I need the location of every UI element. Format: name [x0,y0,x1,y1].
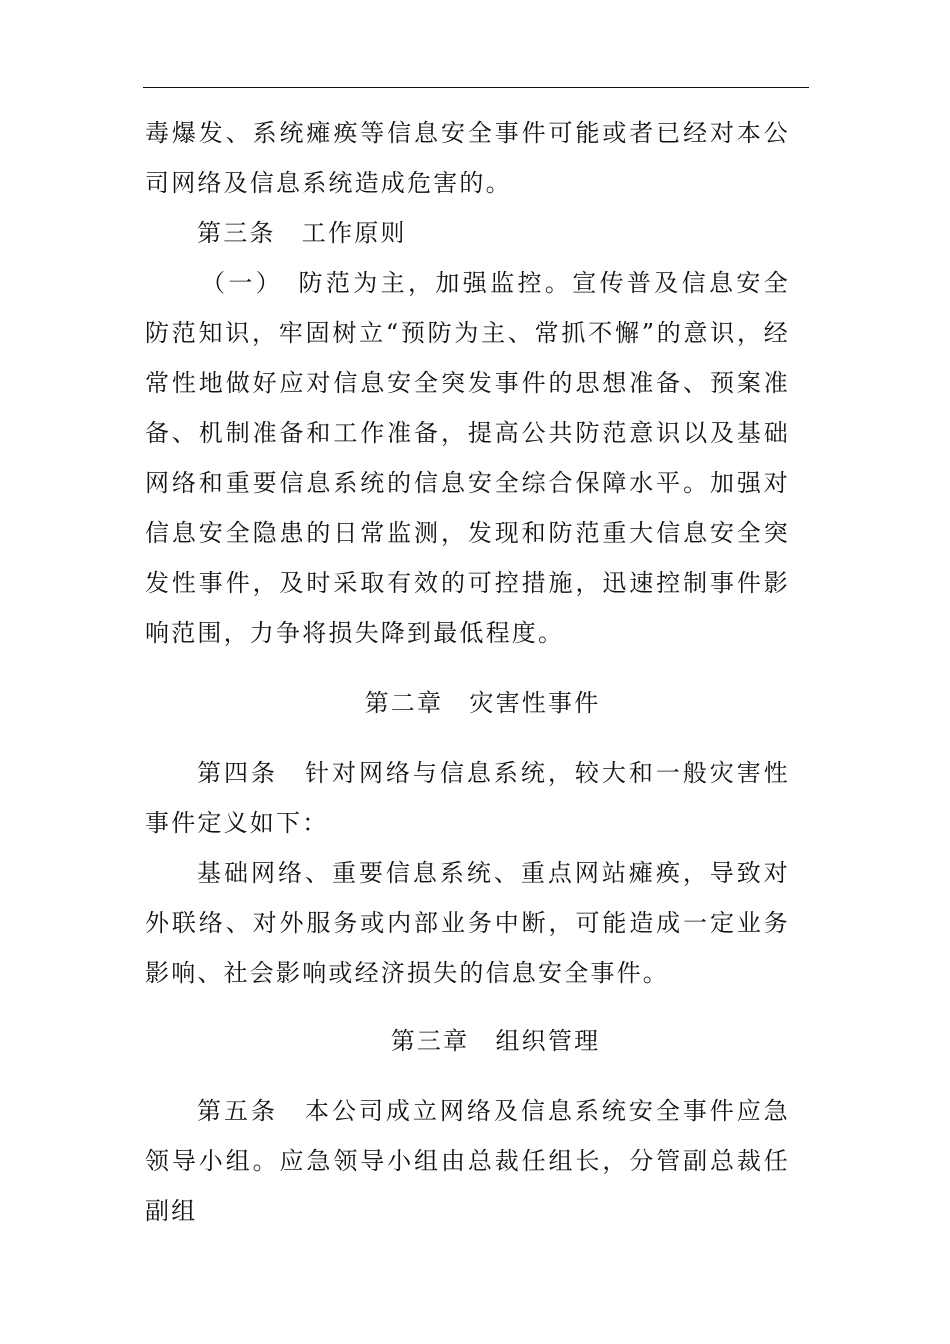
article-5-paragraph: 第五条 本公司成立网络及信息系统安全事件应急领导小组。应急领导小组由总裁任组长，分管副总裁任副组 [145,1097,790,1225]
article-3-title: 第三条 工作原则 [197,219,407,247]
chapter-2-heading: 第二章 灾害性事件 [364,689,601,717]
disaster-event-definition: 基础网络、重要信息系统、重点网站瘫痪，导致对外联络、对外服务或内部业务中断，可能造成一定业务影响、社会影响或经济损失的信息安全事件。 [145,859,790,987]
article-4-paragraph: 第四条 针对网络与信息系统，较大和一般灾害性事件定义如下： [145,759,790,837]
document-body [145,108,790,1236]
paragraph-continuation: 毒爆发、系统瘫痪等信息安全事件可能或者已经对本公司网络及信息系统造成危害的。 [145,119,790,197]
principle-one-paragraph: （一） 防范为主，加强监控。宣传普及信息安全防范知识，牢固树立“预防为主、常抓不懈”的意识，经常性地做好应对信息安全突发事件的思想准备、预案准备、机制准备和工作准备，提高公共防范意识以及基础网络和重要信息系统的信息安全综合保障水平。加强对信息安全隐患的日常监测，发现和防范重大信息安全突发性事件，及时采取有效的可控措施，迅速控制事件影响范围，力争将损失降到最低程度。 [145,269,790,647]
chapter-3-heading: 第三章 组织管理 [390,1027,601,1055]
header-rule [143,87,809,88]
